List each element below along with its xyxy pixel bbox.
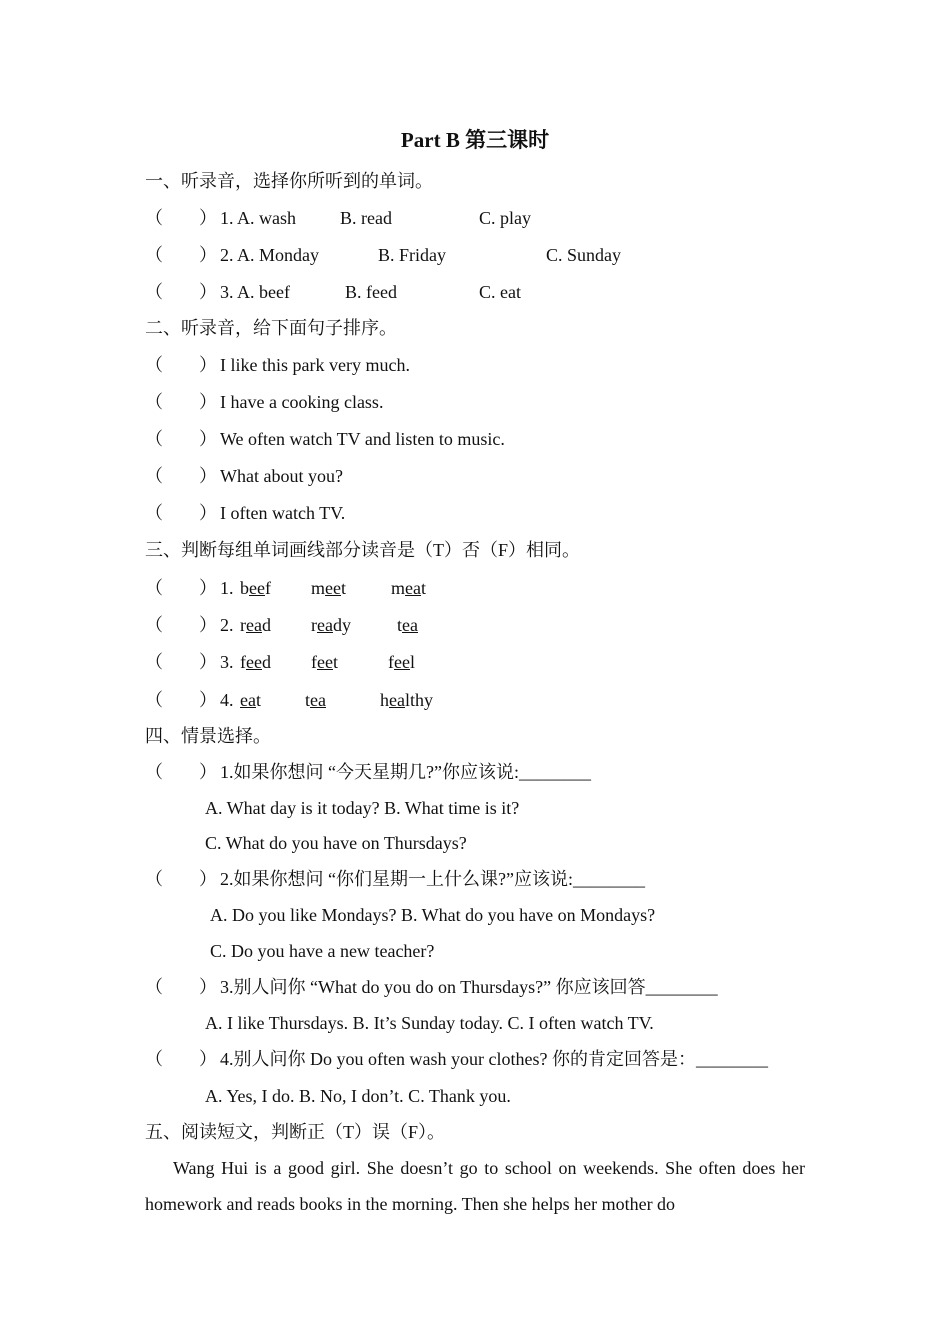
sentence: What about you? (220, 466, 343, 486)
sentence: We often watch TV and listen to music. (220, 429, 505, 449)
word: healthy (380, 690, 433, 710)
word: feet (311, 652, 338, 672)
sentence: I have a cooking class. (220, 392, 384, 412)
word: meet (311, 578, 347, 598)
item-number: 3. (220, 652, 234, 672)
word: tea (397, 615, 418, 635)
answer-blank[interactable]: （ ） (145, 503, 217, 523)
word: meat (391, 578, 427, 598)
answer-blank[interactable]: （ ） (145, 690, 217, 710)
answer-blank[interactable]: （ ） (145, 355, 217, 375)
option-c: C. play (479, 208, 531, 228)
option-b: B. Friday (378, 245, 447, 265)
word: eat (240, 690, 261, 710)
answer-blank[interactable]: （ ） (145, 208, 217, 228)
question-text: 2.如果你想问 “你们星期一上什么课?”应该说:________ (220, 869, 645, 889)
word: feed (240, 652, 271, 672)
option-c: C. eat (479, 282, 521, 302)
section-3-heading: 三、判断每组单词画线部分读音是（T）否（F）相同。 (145, 540, 581, 560)
item-number: 1. (220, 578, 234, 598)
answer-blank[interactable]: （ ） (145, 869, 217, 889)
answer-blank[interactable]: （ ） (145, 466, 217, 486)
option-a: 2. A. Monday (220, 245, 319, 265)
sentence: I like this park very much. (220, 355, 410, 375)
options-line: C. Do you have a new teacher? (210, 941, 435, 961)
options-line: C. What do you have on Thursdays? (205, 833, 467, 853)
word: read (240, 615, 271, 635)
page-title: Part B 第三课时 (400, 128, 550, 152)
section-4-heading: 四、情景选择。 (145, 726, 271, 746)
section-2-heading: 二、听录音，给下面句子排序。 (145, 318, 397, 338)
options-line: A. What day is it today? B. What time is it? (205, 798, 520, 818)
answer-blank[interactable]: （ ） (145, 762, 217, 782)
section-1-heading: 一、听录音，选择你所听到的单词。 (145, 171, 433, 191)
option-a: 3. A. beef (220, 282, 290, 302)
item-number: 4. (220, 690, 234, 710)
option-a: 1. A. wash (220, 208, 296, 228)
answer-blank[interactable]: （ ） (145, 245, 217, 265)
option-b: B. read (340, 208, 392, 228)
sentence: I often watch TV. (220, 503, 346, 523)
question-text: 4.别人问你 Do you often wash your clothes? 你的肯定回答是：________ (220, 1049, 768, 1069)
word: feel (388, 652, 415, 672)
item-number: 2. (220, 615, 234, 635)
word: beef (240, 578, 271, 598)
answer-blank[interactable]: （ ） (145, 392, 217, 412)
answer-blank[interactable]: （ ） (145, 578, 217, 598)
word: ready (311, 615, 351, 635)
options-line: A. Do you like Mondays? B. What do you have on Mondays? (210, 905, 656, 925)
question-text: 1.如果你想问 “今天星期几?”你应该说:________ (220, 762, 591, 782)
answer-blank[interactable]: （ ） (145, 1049, 217, 1069)
word: tea (305, 690, 326, 710)
answer-blank[interactable]: （ ） (145, 615, 217, 635)
answer-blank[interactable]: （ ） (145, 282, 217, 302)
options-line: A. I like Thursdays. B. It’s Sunday today. C. I often watch TV. (205, 1013, 654, 1033)
question-text: 3.别人问你 “What do you do on Thursdays?” 你应该回答________ (220, 977, 718, 997)
answer-blank[interactable]: （ ） (145, 977, 217, 997)
option-b: B. feed (345, 282, 397, 302)
answer-blank[interactable]: （ ） (145, 652, 217, 672)
section-5-heading: 五、阅读短文，判断正（T）误（F）。 (145, 1122, 446, 1142)
answer-blank[interactable]: （ ） (145, 429, 217, 449)
option-c: C. Sunday (546, 245, 622, 265)
reading-passage: Wang Hui is a good girl. She doesn’t go to school on weekends. She often does her homework and reads books in the morning. Then she helps her mother do (145, 1158, 805, 1214)
options-line: A. Yes, I do. B. No, I don’t. C. Thank you. (205, 1086, 511, 1106)
